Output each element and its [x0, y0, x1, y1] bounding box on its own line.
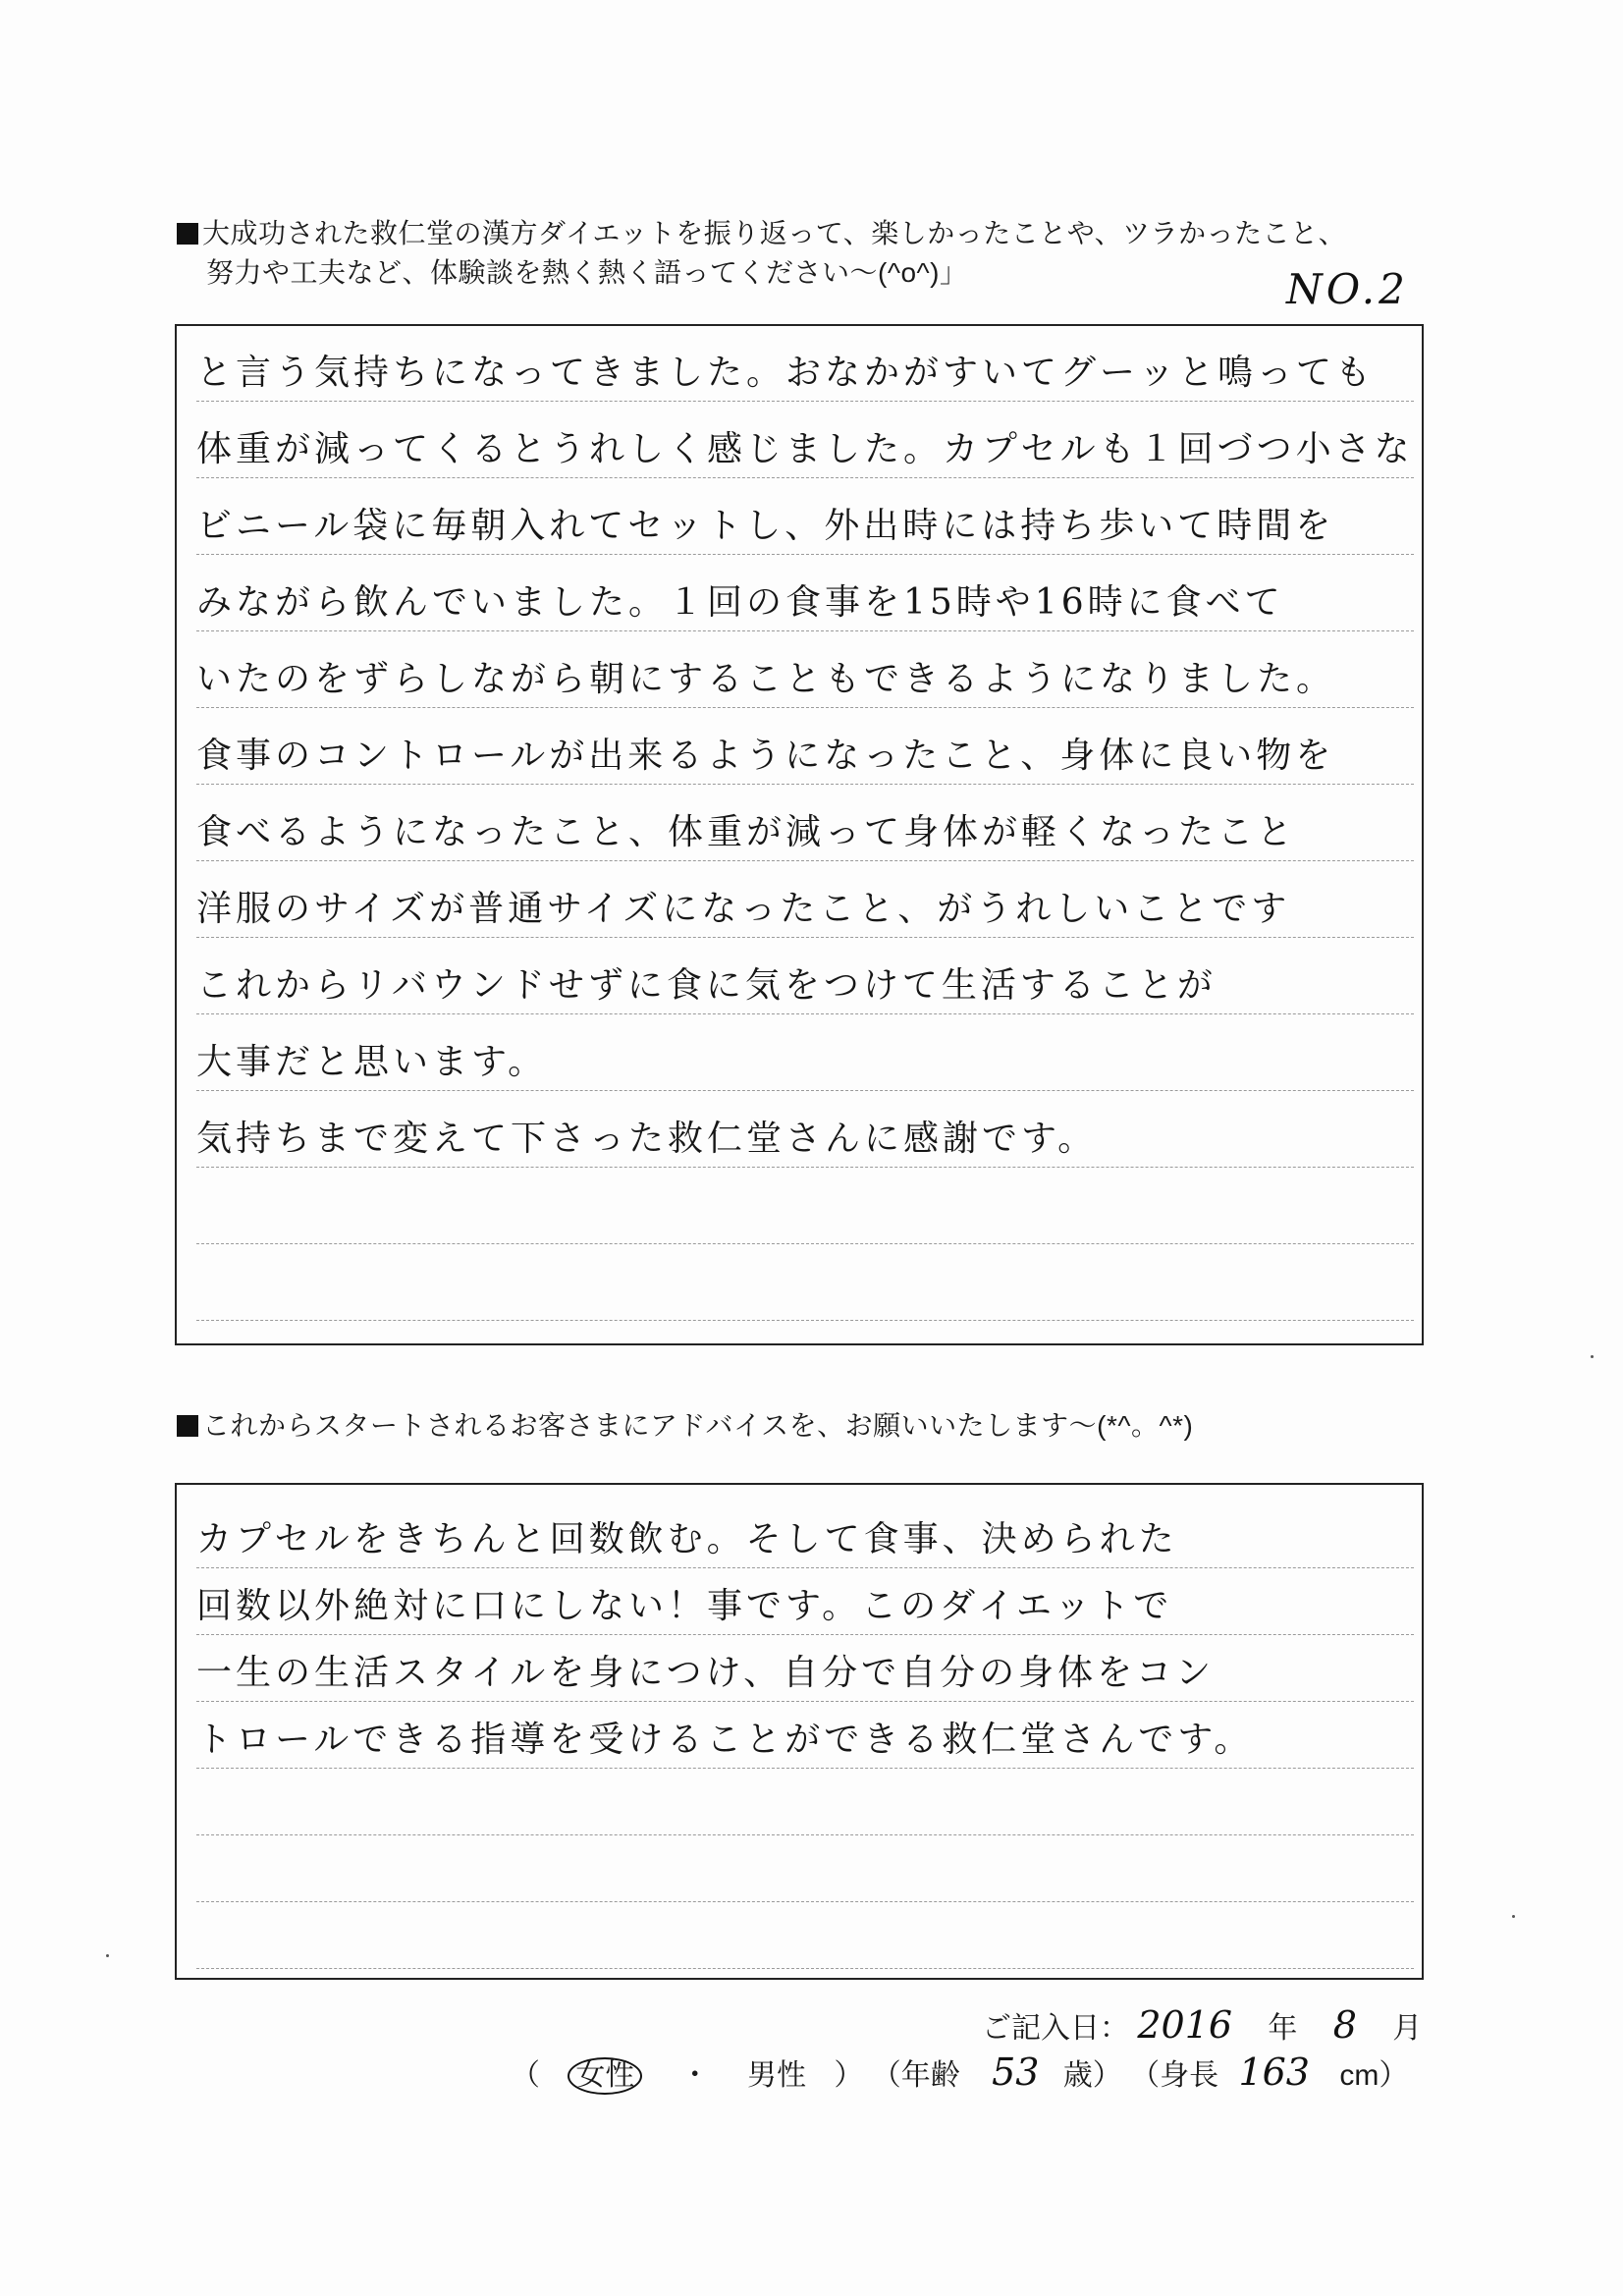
scan-speck	[106, 1954, 109, 1957]
date-label: ご記入日：	[982, 2012, 1129, 2045]
answer2-line	[196, 1779, 1414, 1835]
male-option: 男性	[747, 2059, 807, 2092]
open-paren: （	[511, 2059, 540, 2092]
age-value: 53	[992, 2050, 1040, 2094]
answer1-line: 体重が減ってくるとうれしく感じました。カプセルも１回づつ小さな	[196, 422, 1414, 478]
answer1-line: 大事だと思います。	[196, 1035, 1414, 1091]
answer1-line: 食べるようになったこと、体重が減って身体が軽くなったこと	[196, 805, 1414, 861]
question-1-line-2	[177, 253, 1473, 293]
scan-speck	[1591, 1355, 1594, 1358]
height-value: 163	[1238, 2050, 1310, 2094]
answer1-line: 食事のコントロールが出来るようになったこと、身体に良い物を	[196, 729, 1414, 785]
answer1-line: と言う気持ちになってきました。おなかがすいてグーッと鳴っても	[196, 346, 1414, 402]
month-value: 8	[1332, 2003, 1357, 2047]
answer1-line: ビニール袋に毎朝入れてセットし、外出時には持ち歩いて時間を	[196, 499, 1414, 555]
height-label: （身長	[1130, 2059, 1219, 2092]
question-2-text: これからスタートされるお客さまにアドバイスを、お願いいたします～(*^。^*)	[202, 1410, 1194, 1441]
year-label: 年	[1268, 2012, 1298, 2045]
age-label: （年齢	[871, 2059, 960, 2092]
question-1-text-2: 努力や工夫など、体験談を熱く熱く語ってください～(^o^)」	[206, 257, 968, 288]
month-label: 月	[1392, 2012, 1423, 2045]
answer2-line: カプセルをきちんと回数飲む。そして食事、決められた	[196, 1512, 1414, 1568]
female-option-circled: 女性	[568, 2057, 642, 2095]
answer2-line	[196, 1913, 1414, 1969]
answer1-line	[196, 1188, 1414, 1244]
answer2-line: 一生の生活スタイルを身につけ、自分で自分の身体をコン	[196, 1646, 1414, 1702]
question-1-line-1	[177, 214, 1473, 253]
bullet-square-icon	[177, 1415, 198, 1437]
bullet-square-icon	[177, 223, 198, 245]
separator-dot: ・	[679, 2059, 710, 2092]
answer1-line: 気持ちまで変えて下さった救仁堂さんに感謝です。	[196, 1112, 1414, 1168]
page-number: NO.2	[1286, 265, 1409, 313]
answer1-line: 洋服のサイズが普通サイズになったこと、がうれしいことです	[196, 882, 1414, 938]
age-unit: 歳）	[1062, 2059, 1122, 2092]
answer1-line: みながら飲んでいました。１回の食事を15時や16時に食べて	[196, 575, 1414, 631]
answer1-line: これからリバウンドせずに食に気をつけて生活することが	[196, 958, 1414, 1014]
scan-speck	[1512, 1915, 1515, 1918]
answer2-line	[196, 1846, 1414, 1902]
answer1-line: いたのをずらしながら朝にすることもできるようになりました。	[196, 652, 1414, 708]
answer2-line: 回数以外絶対に口にしない！事です。このダイエットで	[196, 1579, 1414, 1635]
date-row	[982, 2003, 1422, 2047]
answer2-line: トロールできる指導を受けることができる救仁堂さんです。	[196, 1713, 1414, 1769]
height-unit: cm）	[1339, 2059, 1409, 2092]
question-1-text: 大成功された救仁堂の漢方ダイエットを振り返って、楽しかったことや、ツラかったこと、	[202, 218, 1347, 248]
year-value: 2016	[1137, 2003, 1233, 2047]
close-paren: ）	[834, 2059, 864, 2092]
question-1	[177, 214, 1473, 293]
answer1-line	[196, 1265, 1414, 1321]
question-2	[177, 1406, 1473, 1446]
profile-row	[511, 2050, 1408, 2095]
